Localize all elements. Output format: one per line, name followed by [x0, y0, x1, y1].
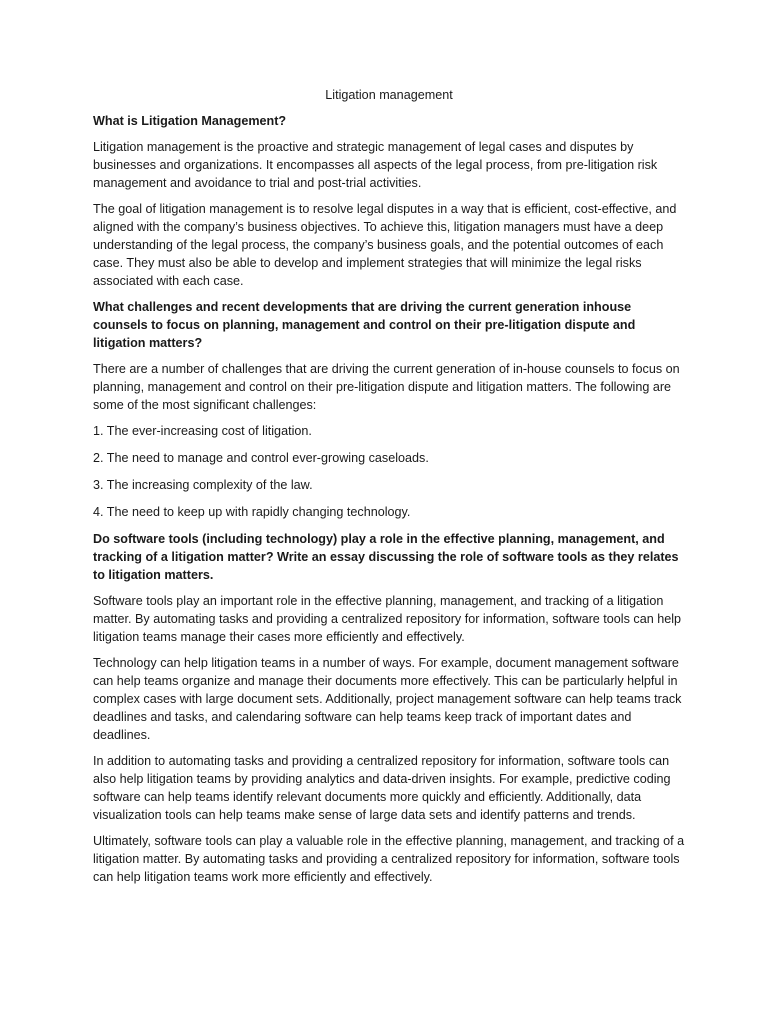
- question-heading: Do software tools (including technology) play a role in the effective planning, management, and tracking of a litigation matter? Write an essay discussing the role of software tools as they relates to litigation matters.: [93, 532, 679, 582]
- paragraph: Software tools play an important role in the effective planning, management, and tracking of a litigation matter. By automating tasks and providing a centralized repository for information, software tools can help litigation teams manage their cases more efficiently and effectively.: [93, 594, 682, 644]
- paragraph: The goal of litigation management is to resolve legal disputes in a way that is efficient, cost-effective, and aligned with the company’s business objectives. To achieve this, litigation managers must have a deep understanding of the legal process, the company’s business goals, and the potential outcomes of each case. They must also be able to develop and implement strategies that will minimize the legal risks associated with each case.: [93, 202, 677, 288]
- list-item: 3. The increasing complexity of the law.: [93, 478, 313, 492]
- paragraph: Ultimately, software tools can play a valuable role in the effective planning, management, and tracking of a litigation matter. By automating tasks and providing a centralized repository for information, software tools can help litigation teams work more efficiently and effectively.: [93, 834, 685, 884]
- paragraph: There are a number of challenges that are driving the current generation of in-house counsels to focus on planning, management and control on their pre-litigation dispute and litigation matters. The following are some of the most significant challenges:: [93, 362, 680, 412]
- question-heading: What is Litigation Management?: [93, 114, 287, 128]
- paragraph: In addition to automating tasks and providing a centralized repository for information, software tools can also help litigation teams by providing analytics and data-driven insights. For example, predictive coding software can help teams identify relevant documents more quickly and efficiently. Additionally, data visualization tools can help teams make sense of large data sets and identify patterns and trends.: [93, 754, 671, 822]
- document-title: Litigation management: [325, 88, 453, 102]
- list-item: 1. The ever-increasing cost of litigation.: [93, 424, 312, 438]
- list-item: 2. The need to manage and control ever-growing caseloads.: [93, 451, 429, 465]
- document-page: [93, 86, 685, 894]
- question-heading: What challenges and recent developments that are driving the current generation inhouse counsels to focus on planning, management and control on their pre-litigation dispute and litigation matters?: [93, 300, 636, 350]
- list-item: 4. The need to keep up with rapidly changing technology.: [93, 505, 411, 519]
- paragraph: Technology can help litigation teams in a number of ways. For example, document management software can help teams organize and manage their documents more effectively. This can be particularly helpful in complex cases with large document sets. Additionally, project management software can help teams track deadlines and tasks, and calendaring software can help teams keep track of important dates and deadlines.: [93, 656, 682, 742]
- paragraph: Litigation management is the proactive and strategic management of legal cases and disputes by businesses and organizations. It encompasses all aspects of the legal process, from pre-litigation risk management and avoidance to trial and post-trial activities.: [93, 140, 658, 190]
